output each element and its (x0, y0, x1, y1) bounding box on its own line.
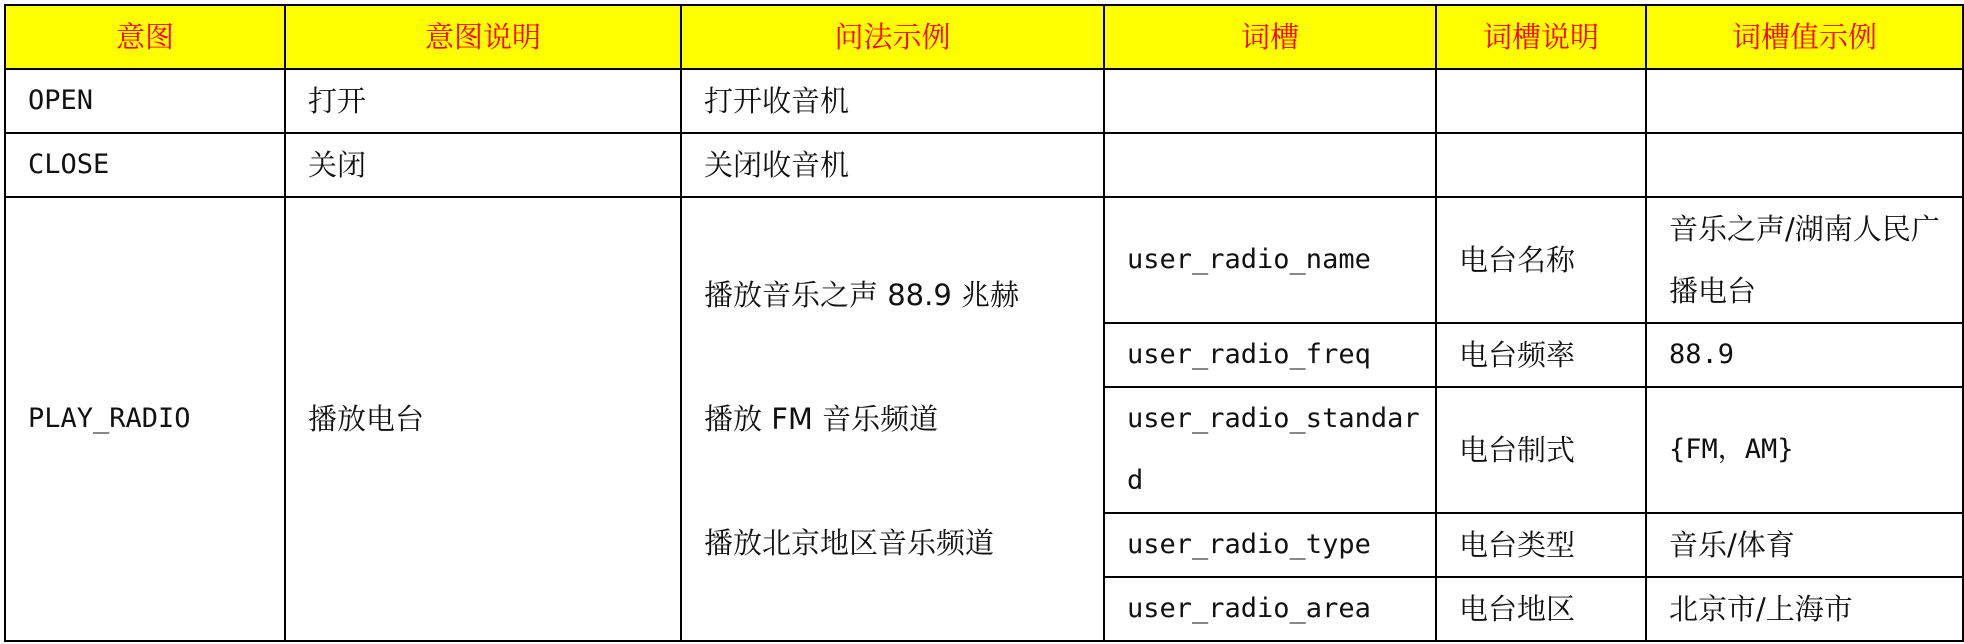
cell-intent: PLAY_RADIO (5, 197, 285, 641)
cell-slot-value-empty (1646, 69, 1963, 133)
cell-slot-name: user_radio_area (1104, 577, 1436, 641)
cell-slot-value: 音乐/体育 (1646, 513, 1963, 577)
example-item: 播放北京地区音乐频道 (704, 526, 995, 560)
cell-slot-value: {FM，AM} (1646, 387, 1963, 513)
cell-slot-name: user_radio_type (1104, 513, 1436, 577)
header-slot: 词槽 (1104, 5, 1436, 69)
example-item: 播放音乐之声 88.9 兆赫 (704, 278, 1020, 312)
cell-slot-name: user_radio_freq (1104, 323, 1436, 387)
table-row-close (5, 133, 1963, 197)
cell-slot-name: user_radio_standard (1104, 387, 1436, 513)
header-slot-desc: 词槽说明 (1436, 5, 1646, 69)
cell-example: 打开收音机 (681, 69, 1104, 133)
table-row-play-slot-1 (5, 197, 1963, 323)
header-examples: 问法示例 (681, 5, 1104, 69)
cell-slot-empty (1104, 133, 1436, 197)
cell-slot-desc: 电台类型 (1436, 513, 1646, 577)
cell-example: 关闭收音机 (681, 133, 1104, 197)
cell-slot-value: 北京市/上海市 (1646, 577, 1963, 641)
cell-intent-desc: 打开 (285, 69, 681, 133)
header-slot-values: 词槽值示例 (1646, 5, 1963, 69)
cell-slot-desc-empty (1436, 69, 1646, 133)
example-item: 播放 FM 音乐频道 (704, 402, 939, 436)
cell-slot-desc: 电台频率 (1436, 323, 1646, 387)
cell-slot-value-empty (1646, 133, 1963, 197)
cell-intent: CLOSE (5, 133, 285, 197)
cell-slot-empty (1104, 69, 1436, 133)
intent-slot-table (4, 4, 1964, 642)
cell-slot-desc-empty (1436, 133, 1646, 197)
cell-slot-value: 音乐之声/湖南人民广播电台 (1646, 197, 1963, 323)
header-intent-desc: 意图说明 (285, 5, 681, 69)
cell-slot-desc: 电台名称 (1436, 197, 1646, 323)
cell-intent-desc: 播放电台 (285, 197, 681, 641)
header-intent: 意图 (5, 5, 285, 69)
cell-slot-desc: 电台制式 (1436, 387, 1646, 513)
table-row-open (5, 69, 1963, 133)
example-list (704, 264, 1103, 574)
cell-slot-name: user_radio_name (1104, 197, 1436, 323)
cell-slot-value: 88.9 (1646, 323, 1963, 387)
cell-intent: OPEN (5, 69, 285, 133)
intent-slot-table-wrapper (4, 4, 1964, 642)
cell-slot-desc: 电台地区 (1436, 577, 1646, 641)
cell-examples (681, 197, 1104, 641)
header-row (5, 5, 1963, 69)
cell-intent-desc: 关闭 (285, 133, 681, 197)
